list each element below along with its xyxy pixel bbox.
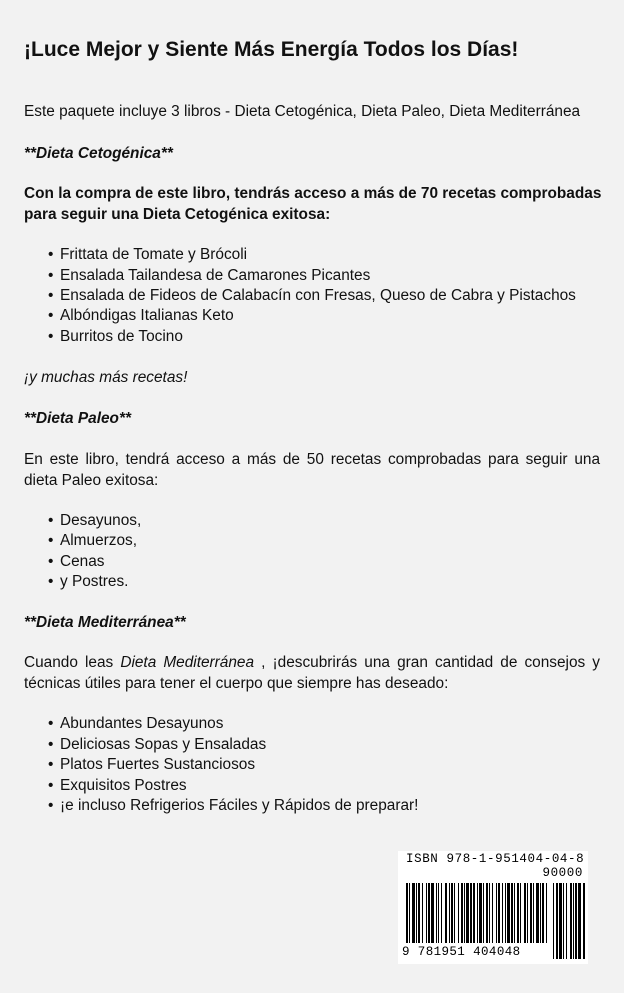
addon-bar xyxy=(553,883,554,959)
barcode-bar xyxy=(473,883,475,943)
barcode-bar xyxy=(422,883,423,943)
paleo-list-item: • Desayunos, xyxy=(48,510,141,531)
barcode-bar xyxy=(406,883,408,943)
barcode-bar xyxy=(483,883,484,943)
paleo-list-item: • y Postres. xyxy=(48,571,128,592)
barcode-bar xyxy=(464,883,465,943)
bundle-intro: Este paquete incluye 3 libros - Dieta Cetogénica, Dieta Paleo, Dieta Mediterránea xyxy=(24,103,581,120)
barcode-bar xyxy=(486,883,488,943)
addon-bar xyxy=(570,883,572,959)
med-book-title: Dieta Mediterránea xyxy=(120,654,255,671)
barcode-bar xyxy=(470,883,472,943)
barcode-bar xyxy=(418,883,420,943)
barcode-bar xyxy=(489,883,490,943)
addon-bar xyxy=(556,883,558,959)
barcode-bar xyxy=(445,883,447,943)
barcode-bar xyxy=(409,883,410,943)
barcode-bar xyxy=(436,883,437,943)
med-lead xyxy=(24,652,600,694)
barcode-bar xyxy=(540,883,541,943)
barcode-bar xyxy=(502,883,503,943)
barcode-bar xyxy=(511,883,513,943)
barcode-bar xyxy=(533,883,534,943)
paleo-list-item: • Cenas xyxy=(48,551,105,572)
keto-lead-line-1: Con la compra de este libro, tendrás acceso a más de 70 recetas comprobadas xyxy=(24,185,602,202)
barcode-bar xyxy=(514,883,515,943)
keto-list-item: • Ensalada de Fideos de Calabacín con Fresas, Queso de Cabra y Pistachos xyxy=(48,285,576,306)
barcode-bar xyxy=(426,883,427,943)
barcode-bar xyxy=(517,883,519,943)
barcode-digits: 9 781951 404048 xyxy=(402,945,521,959)
addon-bar xyxy=(578,883,581,959)
addon-bar xyxy=(583,883,585,959)
addon-bar xyxy=(575,883,577,959)
addon-bar xyxy=(566,883,567,959)
addon-bar xyxy=(563,883,564,959)
barcode-bar xyxy=(546,883,547,943)
barcode-bar xyxy=(449,883,450,943)
med-list-item: • Deliciosas Sopas y Ensaladas xyxy=(48,734,266,755)
addon-bar xyxy=(559,883,562,959)
paleo-list-item: • Almuerzos, xyxy=(48,530,137,551)
barcode-bar xyxy=(527,883,528,943)
barcode-bar xyxy=(536,883,539,943)
barcode-bar xyxy=(451,883,453,943)
barcode-bar xyxy=(542,883,544,943)
barcode-bar xyxy=(520,883,521,943)
addon-bar xyxy=(573,883,574,959)
keto-lead-line-2: para seguir una Dieta Cetogénica exitosa: xyxy=(24,206,331,223)
paleo-heading: **Dieta Paleo** xyxy=(24,410,131,427)
barcode-bar xyxy=(454,883,455,943)
barcode-bar xyxy=(412,883,415,943)
barcode-bar xyxy=(524,883,526,943)
med-list-item: • Platos Fuertes Sustanciosos xyxy=(48,754,255,775)
keto-heading: **Dieta Cetogénica** xyxy=(24,145,173,162)
barcode-bar xyxy=(477,883,478,943)
barcode-bar xyxy=(507,883,510,943)
barcode-bar xyxy=(431,883,434,943)
barcode-bar xyxy=(466,883,469,943)
med-heading: **Dieta Mediterránea** xyxy=(24,614,186,631)
barcode-bar xyxy=(496,883,497,943)
keto-list-item: • Albóndigas Italianas Keto xyxy=(48,305,234,326)
paleo-lead: En este libro, tendrá acceso a más de 50 recetas comprobadas para seguir una dieta Paleo exitosa: xyxy=(24,451,600,489)
keto-more-recipes: ¡y muchas más recetas! xyxy=(24,369,188,386)
barcode-bar xyxy=(479,883,482,943)
med-list-item: • Exquisitos Postres xyxy=(48,775,187,796)
med-lead-post: , ¡descubrirás una gran cantidad de consejos y técnicas útiles para tener el cuerpo que siempre has deseado: xyxy=(24,654,600,692)
barcode-bar xyxy=(461,883,463,943)
keto-list-item: • Frittata de Tomate y Brócoli xyxy=(48,244,247,265)
isbn-label: ISBN 978-1-951404-04-8 xyxy=(406,852,585,866)
barcode-bar xyxy=(438,883,439,943)
isbn-barcode xyxy=(398,851,588,964)
barcode-bar xyxy=(492,883,493,943)
barcode-bar xyxy=(505,883,506,943)
barcode-bar xyxy=(416,883,417,943)
keto-list-item: • Ensalada Tailandesa de Camarones Picantes xyxy=(48,265,370,286)
keto-list-item: • Burritos de Tocino xyxy=(48,326,183,347)
barcode-bar xyxy=(458,883,459,943)
barcode-bar xyxy=(530,883,532,943)
barcode-bar xyxy=(441,883,442,943)
med-list-item: • Abundantes Desayunos xyxy=(48,713,223,734)
headline: ¡Luce Mejor y Siente Más Energía Todos los Días! xyxy=(24,38,519,61)
med-list-item: • ¡e incluso Refrigerios Fáciles y Rápidos de preparar! xyxy=(48,795,418,816)
barcode-bar xyxy=(428,883,430,943)
med-lead-pre: Cuando leas xyxy=(24,654,121,671)
barcode-bar xyxy=(498,883,500,943)
price-code: 90000 xyxy=(542,866,583,880)
